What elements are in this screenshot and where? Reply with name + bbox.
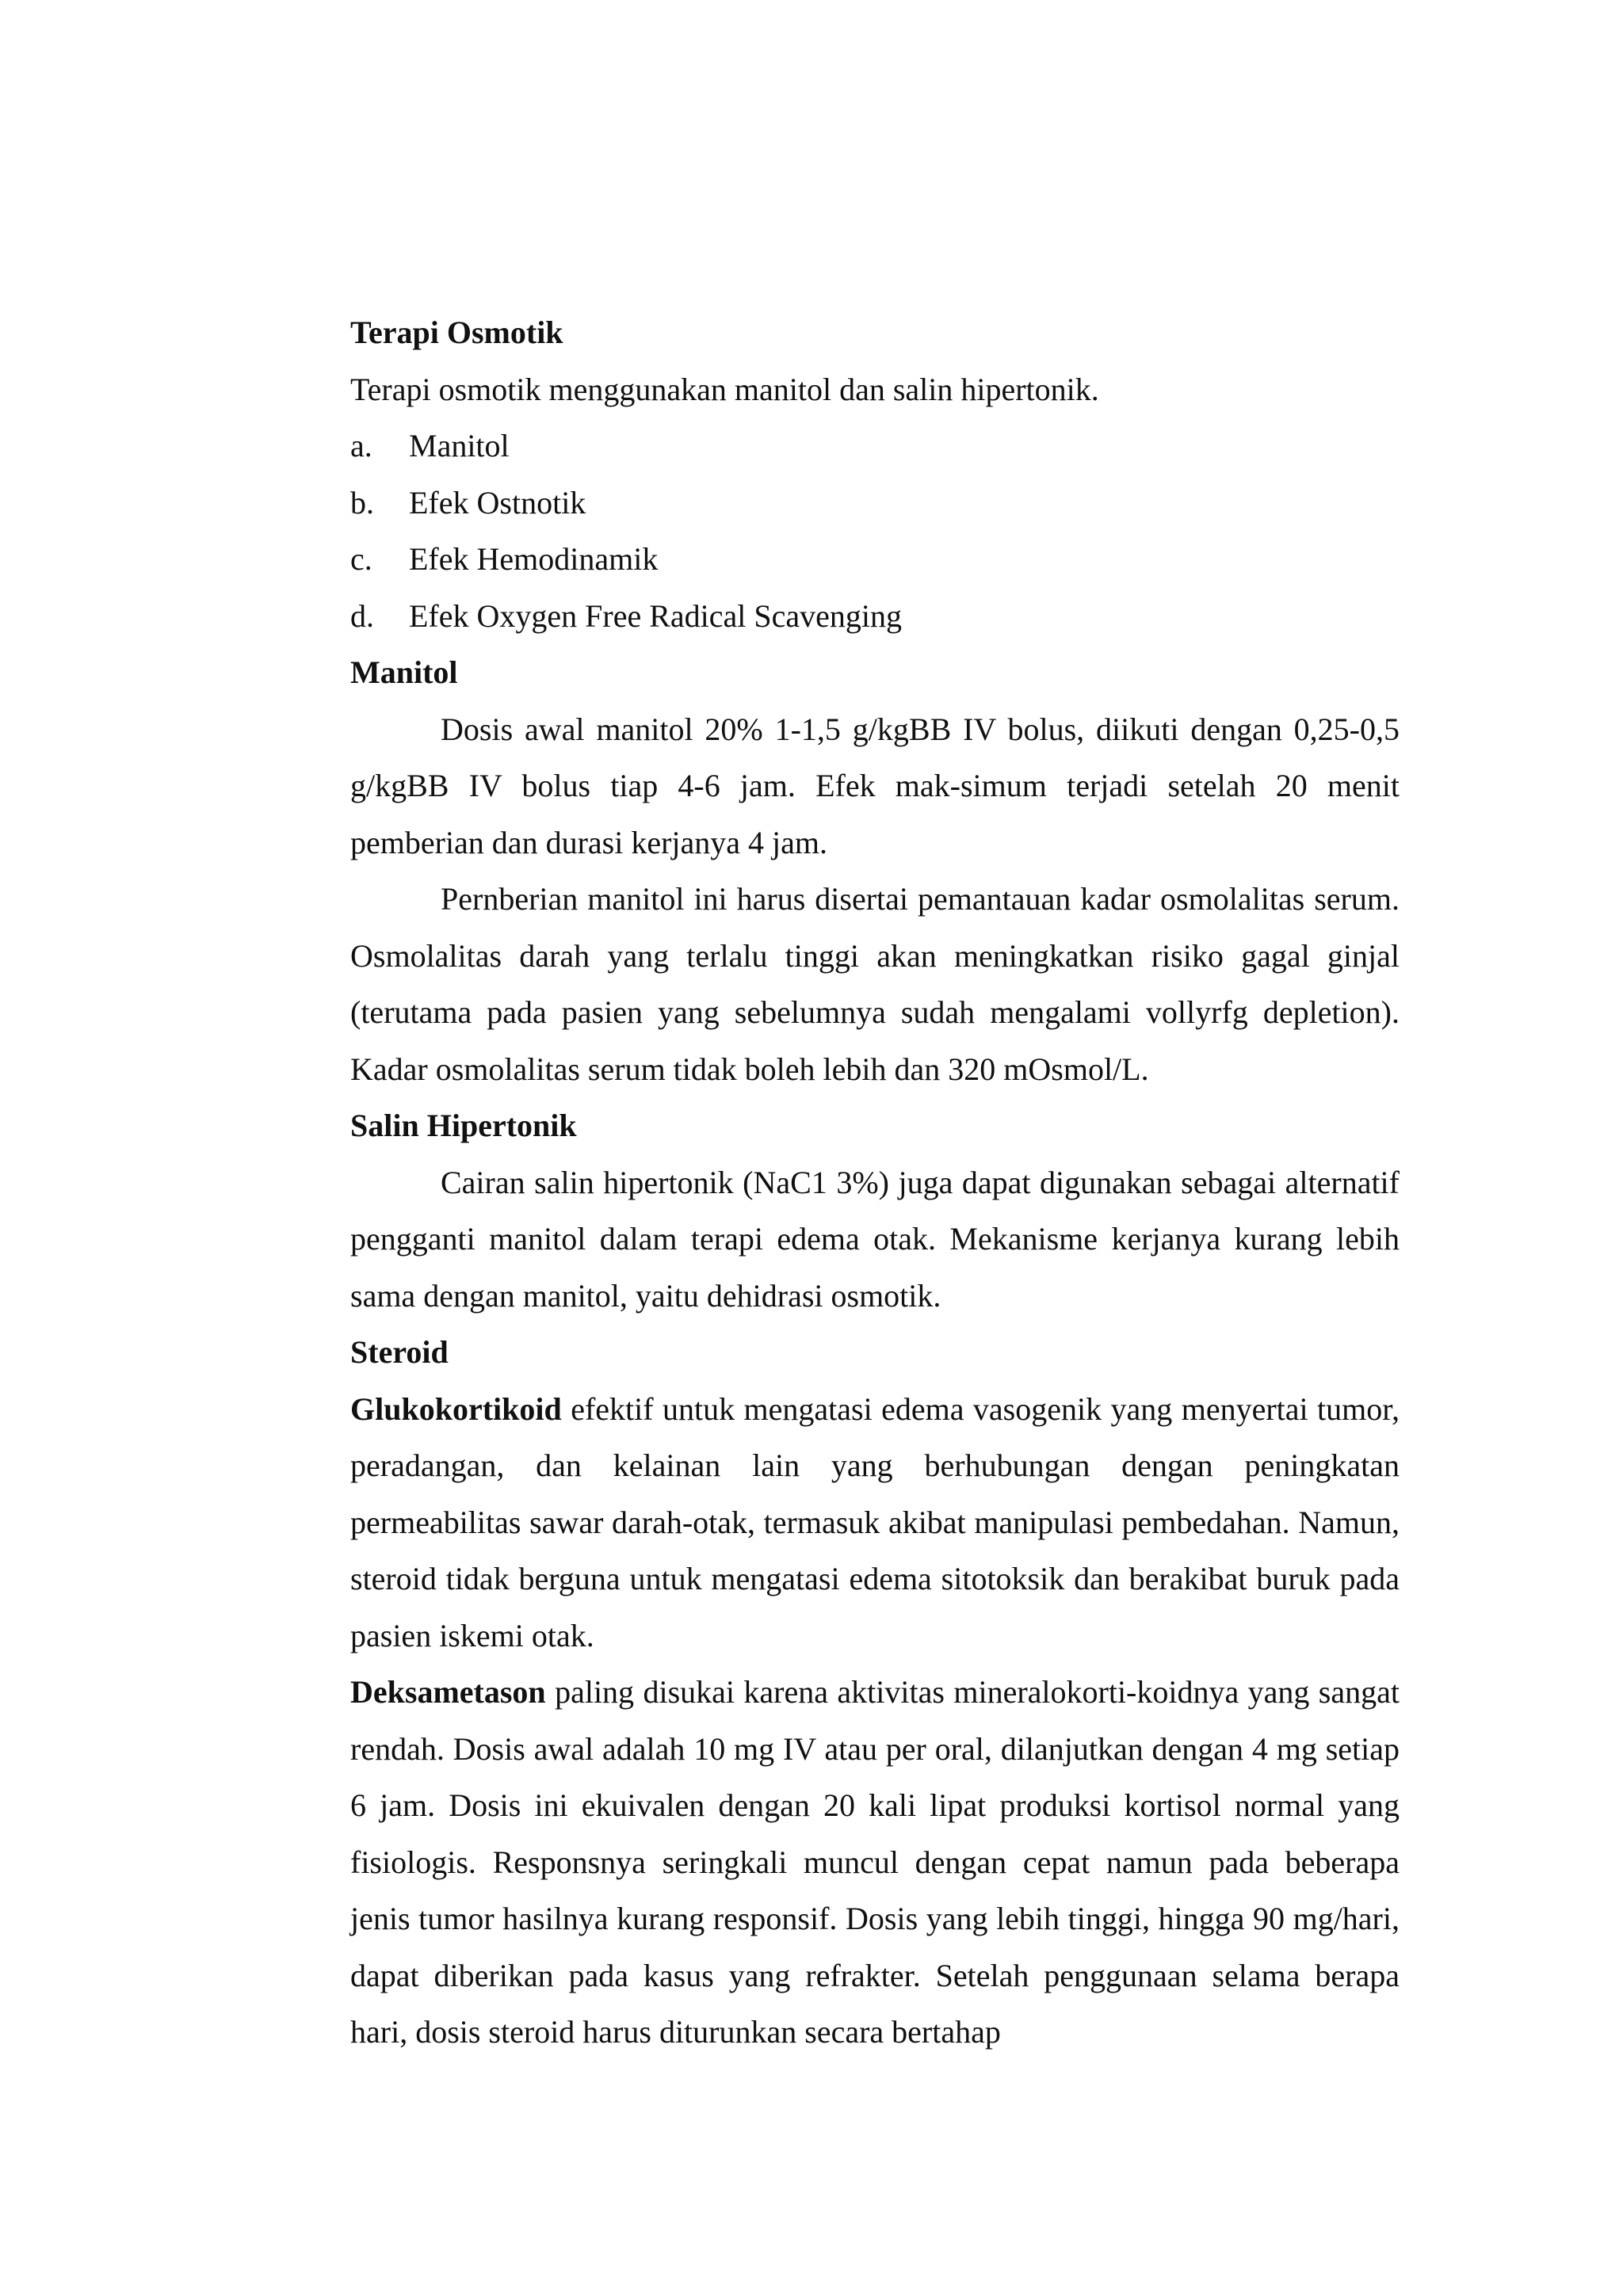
paragraph-glukokortikoid (350, 1381, 1400, 1665)
heading-manitol: Manitol (350, 654, 458, 690)
heading-salin-hipertonik: Salin Hipertonik (350, 1108, 577, 1143)
term-glukokortikoid: Glukokortikoid (350, 1390, 562, 1427)
term-deksametason: Deksametason (350, 1674, 546, 1710)
list-marker: c. (350, 541, 372, 577)
list-marker: d. (350, 597, 374, 634)
list-marker: a. (350, 428, 372, 463)
paragraph-manitol-dosis: Dosis awal manitol 20% 1-1,5 g/kgBB IV bolus, diikuti dengan 0,25-0,5 g/kgBB IV bolus tiap 4-6 jam. Efek mak-simum terjadi setelah 20 menit pemberian dan durasi kerjanya 4 jam. (350, 711, 1400, 860)
document-page (350, 304, 1400, 2061)
text-glukokortikoid: efektif untuk mengatasi edema vasogenik yang menyertai tumor, peradangan, dan kelainan lain yang berhubungan dengan peningkatan permeabilitas sawar darah-otak, termasuk akibat manipulasi pembedahan. Namun, steroid tidak berguna untuk mengatasi edema sitotoksik dan berakibat buruk pada pasien iskemi otak. (350, 1390, 1400, 1653)
paragraph-manitol-pemantauan: Pernberian manitol ini harus disertai pemantauan kadar osmolalitas serum. Osmolalitas darah yang terlalu tinggi akan meningkatkan risiko gagal ginjal (terutama pada pasien yang sebelumnya sudah mengalami vollyrfg depletion). Kadar osmolalitas serum tidak boleh lebih dan 320 mOsmol/L. (350, 881, 1400, 1087)
text-deksametason: paling disukai karena aktivitas mineralokorti-koidnya yang sangat rendah. Dosis awal adalah 10 mg IV atau per oral, dilanjutkan dengan 4 mg setiap 6 jam. Dosis ini ekuivalen dengan 20 kali lipat produksi kortisol normal yang fisiologis. Responsnya seringkali muncul dengan cepat namun pada beberapa jenis tumor hasilnya kurang responsif. Dosis yang lebih tinggi, hingga 90 mg/hari, dapat diberikan pada kasus yang refrakter. Setelah penggunaan selama berapa hari, dosis steroid harus diturunkan secara bertahap (350, 1674, 1400, 2050)
list-text: Efek Oxygen Free Radical Scavenging (409, 597, 903, 634)
paragraph-deksametason (350, 1664, 1400, 2061)
list-text: Manitol (409, 428, 510, 463)
list-marker: b. (350, 484, 374, 521)
list-item (350, 531, 1400, 588)
list-item (350, 418, 1400, 475)
heading-steroid: Steroid (350, 1334, 449, 1370)
intro-terapi-osmotik: Terapi osmotik menggunakan manitol dan salin hipertonik. (350, 371, 1099, 407)
list-text: Efek Hemodinamik (409, 541, 659, 577)
heading-terapi-osmotik: Terapi Osmotik (350, 315, 563, 350)
list-item (350, 588, 1400, 645)
paragraph-salin-hipertonik: Cairan salin hipertonik (NaC1 3%) juga dapat digunakan sebagai alternatif pengganti manitol dalam terapi edema otak. Mekanisme kerjanya kurang lebih sama dengan manitol, yaitu dehidrasi osmotik. (350, 1164, 1400, 1314)
list-text: Efek Ostnotik (409, 484, 586, 521)
list-item (350, 475, 1400, 532)
